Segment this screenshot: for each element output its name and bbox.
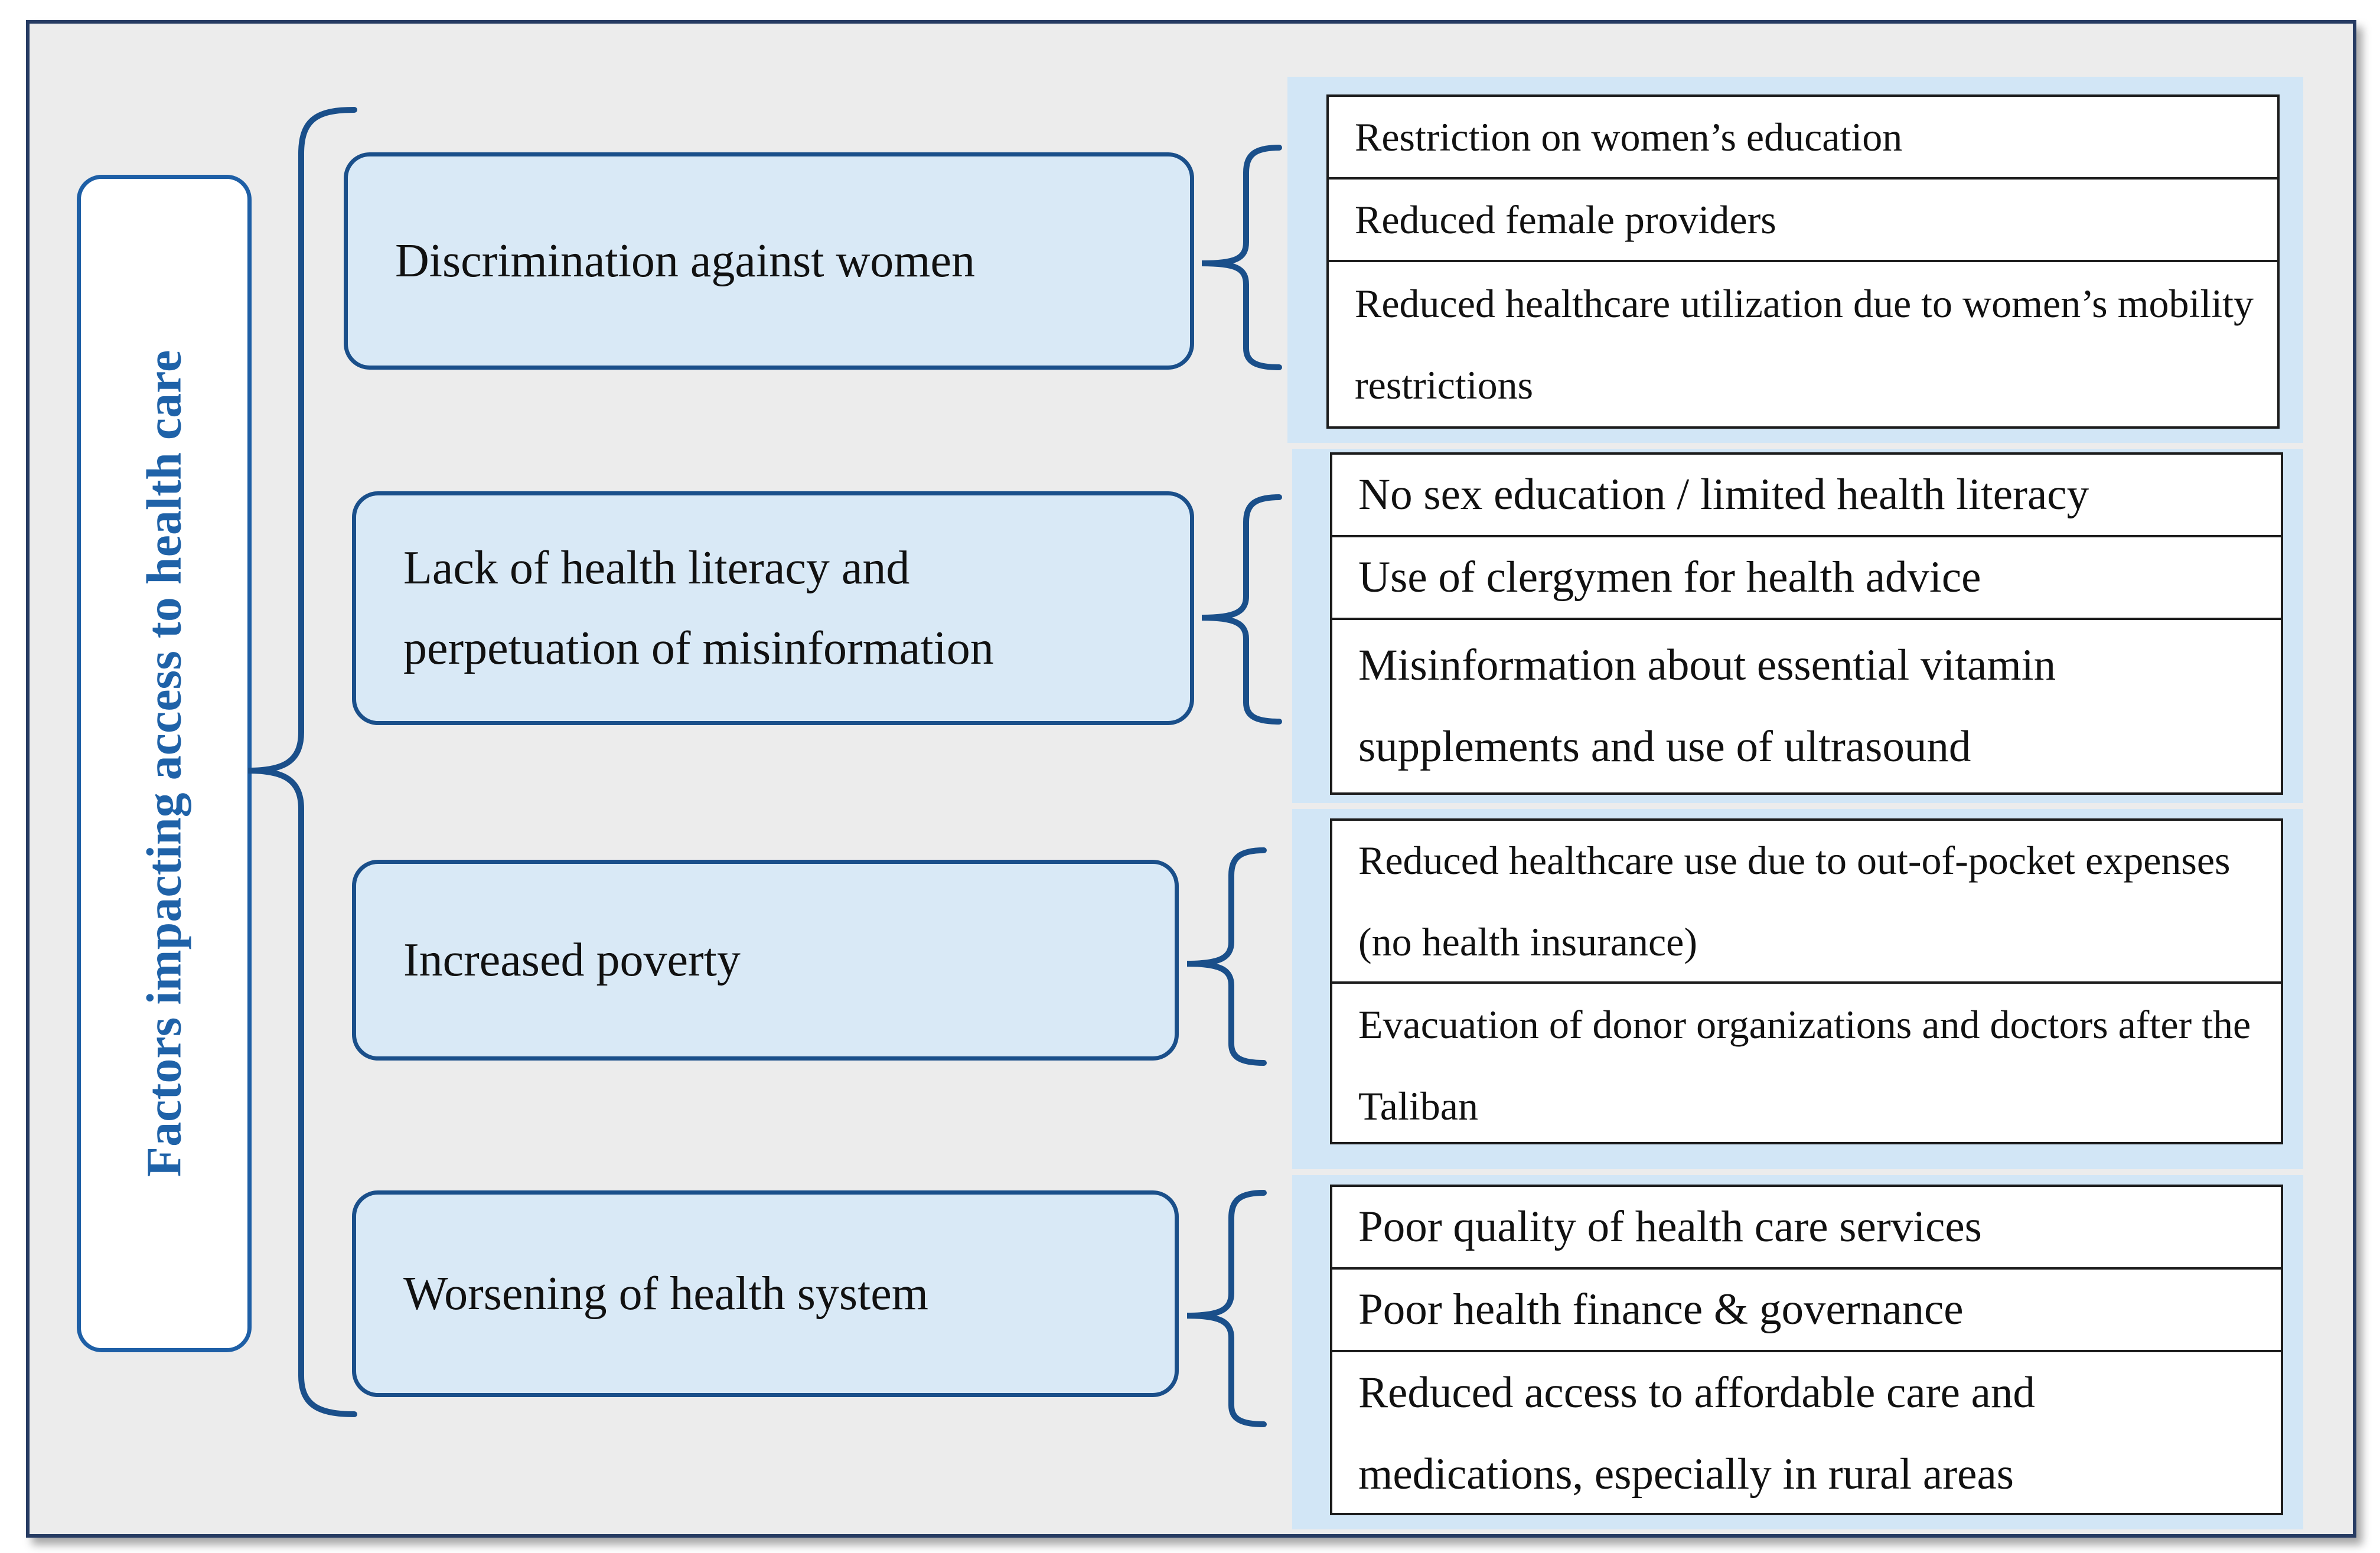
item-row	[1329, 97, 2277, 180]
category-discrimination	[344, 152, 1194, 370]
category-label: Worsening of health system	[403, 1268, 928, 1320]
item-text: Use of clergymen for health advice	[1358, 553, 1981, 602]
item-text: Reduced female providers	[1355, 197, 1776, 242]
items-table-health-literacy	[1330, 452, 2283, 795]
item-row	[1332, 537, 2281, 620]
item-row	[1329, 180, 2277, 262]
brace-3	[1187, 850, 1264, 1063]
category-label: Lack of health literacy and perpetuation of misinformation	[403, 542, 994, 674]
item-text: Reduced healthcare utilization due to women’s mobility restrictions	[1355, 281, 2254, 407]
items-table-discrimination	[1326, 94, 2280, 429]
item-row	[1329, 262, 2277, 426]
item-row	[1332, 455, 2281, 537]
item-row	[1332, 821, 2281, 984]
item-row	[1332, 620, 2281, 792]
item-text: Misinformation about essential vitamin supplements and use of ultrasound	[1358, 641, 2056, 771]
item-text: Poor health finance & governance	[1358, 1285, 1964, 1334]
item-row	[1332, 1187, 2281, 1270]
items-table-health-system	[1330, 1185, 2283, 1515]
item-text: Evacuation of donor organizations and doctors after the Taliban	[1358, 1002, 2251, 1128]
item-row	[1332, 984, 2281, 1147]
brace-2	[1202, 497, 1279, 722]
category-health-literacy	[352, 491, 1194, 725]
item-text: No sex education / limited health literacy	[1358, 470, 2089, 519]
item-row	[1332, 1270, 2281, 1352]
item-row	[1332, 1352, 2281, 1515]
category-label: Discrimination against women	[395, 235, 976, 287]
category-label: Increased poverty	[403, 934, 741, 986]
category-poverty	[352, 860, 1179, 1061]
items-table-poverty	[1330, 818, 2283, 1144]
brace-1	[1202, 148, 1279, 367]
item-text: Reduced healthcare use due to out-of-pocket expenses (no health insurance)	[1358, 838, 2231, 964]
main-brace	[248, 110, 354, 1414]
root-label: Factors impacting access to health care	[136, 350, 192, 1177]
item-text: Poor quality of health care services	[1358, 1202, 1982, 1251]
item-text: Restriction on women’s education	[1355, 115, 1903, 159]
category-health-system	[352, 1190, 1179, 1397]
brace-4	[1187, 1193, 1264, 1424]
item-text: Reduced access to affordable care and medications, especially in rural areas	[1358, 1368, 2035, 1499]
